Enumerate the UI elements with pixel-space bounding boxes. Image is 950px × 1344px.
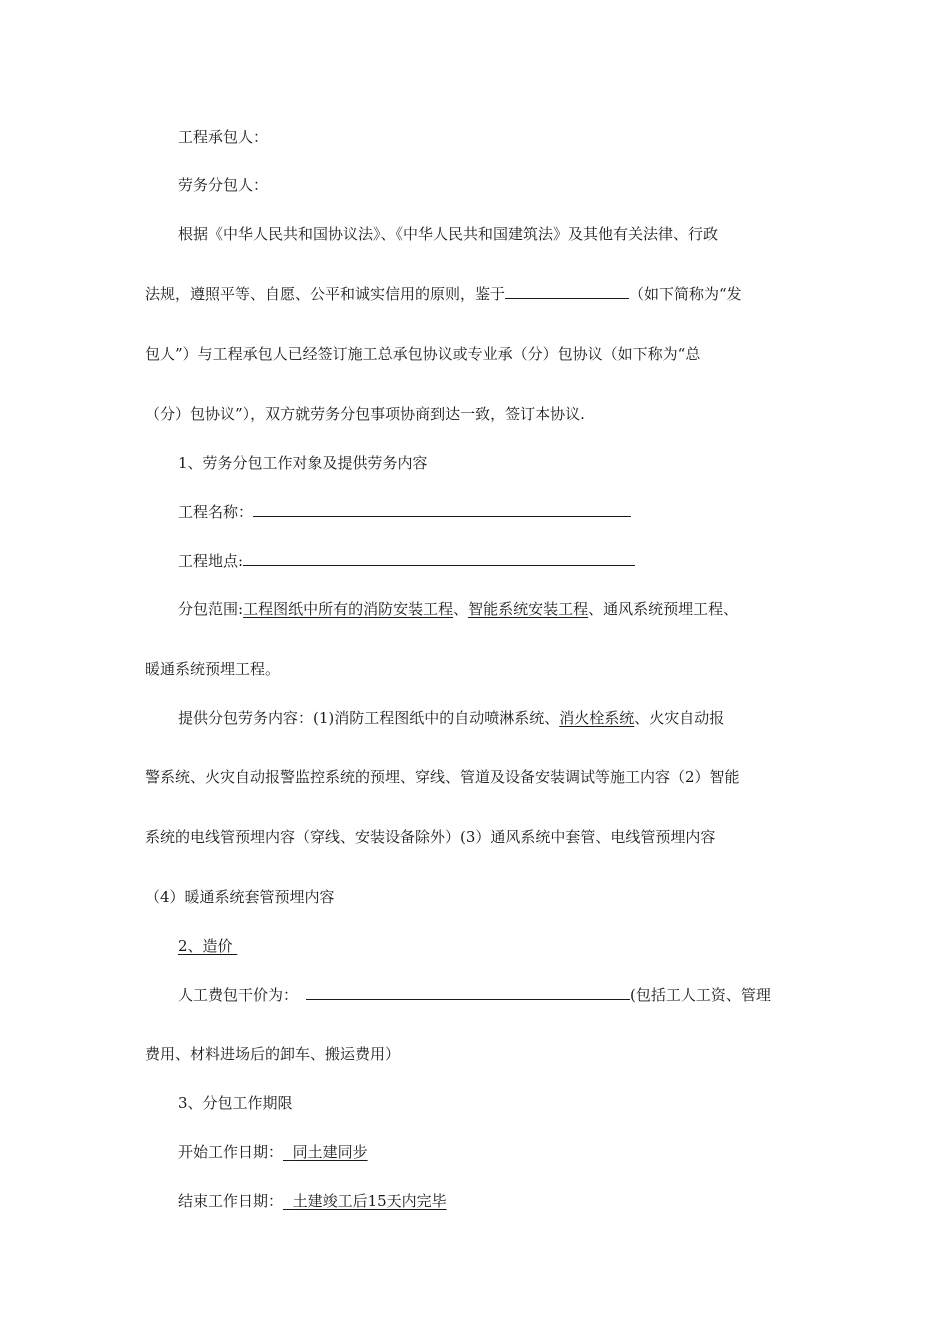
content-prefix: 提供分包劳务内容：(1)消防工程图纸中的自动喷淋系统、 (178, 709, 560, 727)
project-name-row (178, 501, 818, 523)
start-date-label: 开始工作日期： (178, 1143, 284, 1161)
preamble-line-1: 根据《中华人民共和国协议法》、《中华人民共和国建筑法》及其他有关法律、行政 (178, 225, 719, 243)
start-date-row (178, 1141, 818, 1163)
scope-item-smart: 智能系统安装工程 (468, 600, 589, 618)
employer-name-blank (505, 283, 629, 299)
project-location-row (178, 550, 818, 572)
section-2-heading-text: 2、造价 (178, 937, 233, 955)
end-date-label: 结束工作日期： (178, 1192, 284, 1210)
preamble-line-2 (145, 283, 815, 305)
scope-label: 分包范围: (178, 600, 244, 618)
content-row (178, 707, 818, 729)
content-line-2: 警系统、火灾自动报警监控系统的预埋、穿线、管道及设备安装调试等施工内容（2）智能 (145, 768, 740, 786)
labor-cost-blank (306, 984, 630, 1000)
section-2-heading (178, 935, 818, 957)
content-line-4: （4）暖通系统套管预埋内容 (145, 888, 335, 906)
end-date-pad (283, 1192, 293, 1210)
preamble-line-3: 包人”）与工程承包人已经签订施工总承包协议或专业承（分）包协议（如下称为“总 (145, 345, 701, 363)
scope-item-fire: 工程图纸中所有的消防安装工程 (243, 600, 454, 618)
project-name-label: 工程名称： (178, 503, 254, 521)
scope-row (178, 598, 818, 620)
content-rest: 、火灾自动报 (634, 709, 725, 727)
labor-cost-note: (包括工人工资、管理 (630, 986, 771, 1004)
end-date-value: 土建竣工后15天内完毕 (292, 1192, 447, 1210)
contractor-label: 工程承包人： (178, 128, 269, 146)
content-line-3: 系统的电线管预埋内容（穿线、安装设备除外）(3）通风系统中套管、电线管预埋内容 (145, 828, 716, 846)
section-2-heading-pad (233, 937, 238, 955)
content-hydrant: 消火栓系统 (559, 709, 635, 727)
labor-subcontractor-label: 劳务分包人： (178, 176, 269, 194)
start-date-value: 同土建同步 (292, 1143, 368, 1161)
scope-separator: 、 (453, 600, 469, 618)
preamble-line-2-before: 法规，遵照平等、自愿、公平和诚实信用的原则，鉴于 (145, 285, 506, 303)
labor-cost-label: 人工费包干价为： (178, 986, 299, 1004)
scope-rest: 、通风系统预埋工程、 (588, 600, 739, 618)
labor-cost-line-2: 费用、材料进场后的卸车、搬运费用） (145, 1045, 401, 1063)
project-location-label: 工程地点: (178, 552, 244, 570)
preamble-line-2-after: （如下简称为“发 (629, 285, 742, 303)
start-date-pad (283, 1143, 293, 1161)
section-3-heading: 3、分包工作期限 (178, 1094, 293, 1112)
preamble-line-4: （分）包协议”），双方就劳务分包事项协商到达一致，签订本协议. (145, 405, 585, 423)
end-date-row (178, 1190, 818, 1212)
labor-cost-row (178, 984, 818, 1006)
scope-line-2: 暖通系统预埋工程。 (145, 660, 281, 678)
project-name-blank (253, 501, 631, 517)
section-1-heading: 1、劳务分包工作对象及提供劳务内容 (178, 454, 428, 472)
project-location-blank (243, 550, 635, 566)
